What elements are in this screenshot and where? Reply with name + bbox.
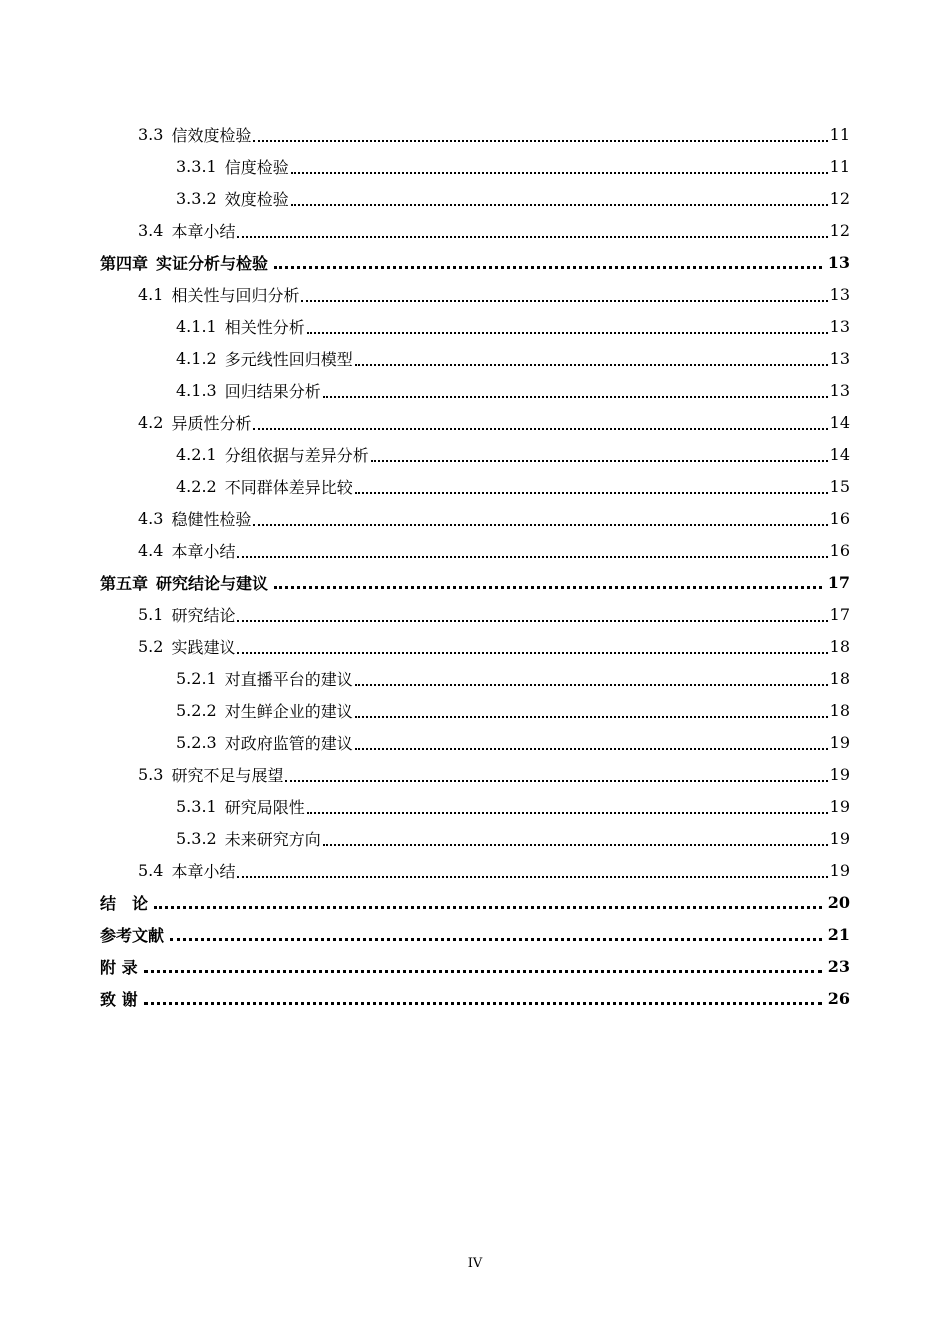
dot-leader bbox=[355, 747, 828, 750]
dot-leader bbox=[253, 427, 827, 430]
toc-entry-page: 15 bbox=[829, 476, 850, 496]
dot-leader bbox=[170, 937, 822, 941]
toc-entry-number: 4.1.1 bbox=[176, 316, 217, 336]
toc-entry-title: 实践建议 bbox=[171, 637, 236, 657]
toc-entry-page: 21 bbox=[827, 924, 850, 944]
toc-entry-title: 结 论 bbox=[100, 893, 149, 913]
toc-entry-title: 致 谢 bbox=[100, 989, 138, 1009]
toc-entry[interactable] bbox=[0, 758, 950, 790]
toc-entry-title: 对直播平台的建议 bbox=[224, 669, 353, 689]
toc-entry-number: 5.4 bbox=[138, 860, 164, 880]
toc-entry[interactable] bbox=[0, 566, 950, 598]
toc-entry[interactable] bbox=[0, 150, 950, 182]
toc-entry[interactable] bbox=[0, 630, 950, 662]
toc-entry-page: 18 bbox=[829, 700, 850, 720]
toc-entry-title: 实证分析与检验 bbox=[156, 253, 269, 273]
toc-entry-number: 4.2 bbox=[138, 412, 164, 432]
toc-entry-title: 信度检验 bbox=[224, 157, 289, 177]
toc-entry-page: 17 bbox=[829, 604, 850, 624]
toc-entry-title: 相关性与回归分析 bbox=[171, 285, 300, 305]
toc-entry-page: 17 bbox=[827, 572, 850, 592]
dot-leader bbox=[274, 585, 822, 589]
toc-entry-number: 3.3 bbox=[138, 124, 164, 144]
dot-leader bbox=[285, 779, 827, 782]
toc-entry-page: 18 bbox=[829, 636, 850, 656]
toc-entry-title: 对政府监管的建议 bbox=[224, 733, 353, 753]
toc-entry-number: 4.4 bbox=[138, 540, 164, 560]
toc-entry-title: 附 录 bbox=[100, 957, 138, 977]
toc-entry-page: 19 bbox=[829, 828, 850, 848]
toc-entry-number: 5.1 bbox=[138, 604, 164, 624]
toc-entry[interactable] bbox=[0, 310, 950, 342]
toc-entry-number: 5.2 bbox=[138, 636, 164, 656]
dot-leader bbox=[144, 1001, 822, 1005]
toc-entry-number: 5.3.2 bbox=[176, 828, 217, 848]
toc-entry-number: 5.3.1 bbox=[176, 796, 217, 816]
toc-entry-page: 19 bbox=[829, 764, 850, 784]
dot-leader bbox=[307, 811, 828, 814]
toc-entry-number: 4.1 bbox=[138, 284, 164, 304]
toc-entry-page: 12 bbox=[829, 220, 850, 240]
toc-entry-number: 第五章 bbox=[100, 573, 149, 593]
toc-entry-number: 4.1.3 bbox=[176, 380, 217, 400]
toc-entry-title: 多元线性回归模型 bbox=[224, 349, 353, 369]
dot-leader bbox=[237, 651, 827, 654]
toc-entry-title: 研究不足与展望 bbox=[171, 765, 284, 785]
toc-entry-page: 20 bbox=[827, 892, 850, 912]
dot-leader bbox=[301, 299, 827, 302]
toc-entry[interactable] bbox=[0, 470, 950, 502]
toc-entry[interactable] bbox=[0, 118, 950, 150]
toc-entry[interactable] bbox=[0, 662, 950, 694]
toc-entry-page: 14 bbox=[829, 444, 850, 464]
toc-entry-number: 5.2.3 bbox=[176, 732, 217, 752]
toc-entry-number: 3.3.1 bbox=[176, 156, 217, 176]
toc-entry-page: 13 bbox=[829, 284, 850, 304]
toc-entry-number: 5.2.1 bbox=[176, 668, 217, 688]
toc-entry-title: 分组依据与差异分析 bbox=[224, 445, 369, 465]
toc-entry-number: 3.3.2 bbox=[176, 188, 217, 208]
toc-entry-page: 26 bbox=[827, 988, 850, 1008]
toc-entry[interactable] bbox=[0, 598, 950, 630]
toc-entry-title: 参考文献 bbox=[100, 925, 165, 945]
toc-entry-title: 本章小结 bbox=[171, 861, 236, 881]
table-of-contents bbox=[0, 118, 950, 1014]
toc-entry-page: 23 bbox=[827, 956, 850, 976]
toc-entry-page: 16 bbox=[829, 540, 850, 560]
dot-leader bbox=[355, 363, 828, 366]
toc-entry-title: 未来研究方向 bbox=[224, 829, 321, 849]
toc-entry[interactable] bbox=[0, 726, 950, 758]
toc-entry[interactable] bbox=[0, 694, 950, 726]
toc-entry-page: 19 bbox=[829, 796, 850, 816]
dot-leader bbox=[253, 139, 827, 142]
toc-entry-page: 14 bbox=[829, 412, 850, 432]
dot-leader bbox=[253, 523, 827, 526]
toc-entry[interactable] bbox=[0, 182, 950, 214]
page-number: IV bbox=[467, 1256, 483, 1271]
toc-entry[interactable] bbox=[0, 342, 950, 374]
toc-entry-page: 19 bbox=[829, 732, 850, 752]
dot-leader bbox=[355, 491, 828, 494]
dot-leader bbox=[237, 875, 827, 878]
toc-entry-title: 研究局限性 bbox=[224, 797, 305, 817]
toc-entry-page: 11 bbox=[829, 124, 850, 144]
toc-entry[interactable] bbox=[0, 790, 950, 822]
toc-entry-title: 异质性分析 bbox=[171, 413, 252, 433]
dot-leader bbox=[371, 459, 828, 462]
toc-entry[interactable] bbox=[0, 534, 950, 566]
toc-entry-number: 4.3 bbox=[138, 508, 164, 528]
toc-entry-page: 13 bbox=[827, 252, 850, 272]
dot-leader bbox=[237, 235, 827, 238]
dot-leader bbox=[154, 905, 822, 909]
toc-entry-number: 4.2.2 bbox=[176, 476, 217, 496]
toc-entry-page: 13 bbox=[829, 316, 850, 336]
toc-entry-page: 18 bbox=[829, 668, 850, 688]
dot-leader bbox=[237, 619, 827, 622]
dot-leader bbox=[323, 843, 828, 846]
toc-entry-number: 5.3 bbox=[138, 764, 164, 784]
toc-entry-title: 相关性分析 bbox=[224, 317, 305, 337]
dot-leader bbox=[355, 683, 828, 686]
toc-entry-title: 效度检验 bbox=[224, 189, 289, 209]
toc-entry-title: 研究结论 bbox=[171, 605, 236, 625]
toc-entry-page: 13 bbox=[829, 348, 850, 368]
toc-entry-title: 研究结论与建议 bbox=[156, 573, 269, 593]
toc-entry-page: 16 bbox=[829, 508, 850, 528]
toc-entry[interactable] bbox=[0, 214, 950, 246]
toc-entry-page: 19 bbox=[829, 860, 850, 880]
toc-entry-title: 信效度检验 bbox=[171, 125, 252, 145]
toc-entry[interactable] bbox=[0, 950, 950, 982]
toc-entry[interactable] bbox=[0, 502, 950, 534]
dot-leader bbox=[307, 331, 828, 334]
toc-entry-page: 13 bbox=[829, 380, 850, 400]
toc-entry[interactable] bbox=[0, 246, 950, 278]
toc-entry-number: 3.4 bbox=[138, 220, 164, 240]
toc-entry[interactable] bbox=[0, 982, 950, 1014]
toc-entry-title: 本章小结 bbox=[171, 541, 236, 561]
toc-entry-number: 4.1.2 bbox=[176, 348, 217, 368]
toc-entry[interactable] bbox=[0, 822, 950, 854]
dot-leader bbox=[237, 555, 827, 558]
toc-entry-page: 11 bbox=[829, 156, 850, 176]
toc-entry-number: 4.2.1 bbox=[176, 444, 217, 464]
dot-leader bbox=[291, 171, 828, 174]
toc-entry-title: 回归结果分析 bbox=[224, 381, 321, 401]
dot-leader bbox=[274, 265, 822, 269]
toc-entry-page: 12 bbox=[829, 188, 850, 208]
toc-entry-title: 对生鲜企业的建议 bbox=[224, 701, 353, 721]
dot-leader bbox=[144, 969, 822, 973]
toc-entry[interactable] bbox=[0, 918, 950, 950]
toc-entry-title: 稳健性检验 bbox=[171, 509, 252, 529]
toc-entry-number: 5.2.2 bbox=[176, 700, 217, 720]
toc-entry[interactable] bbox=[0, 854, 950, 886]
dot-leader bbox=[323, 395, 828, 398]
toc-entry-title: 本章小结 bbox=[171, 221, 236, 241]
dot-leader bbox=[355, 715, 828, 718]
toc-entry[interactable] bbox=[0, 374, 950, 406]
dot-leader bbox=[291, 203, 828, 206]
toc-entry-title: 不同群体差异比较 bbox=[224, 477, 353, 497]
toc-entry[interactable] bbox=[0, 278, 950, 310]
toc-entry[interactable] bbox=[0, 406, 950, 438]
toc-entry-number: 第四章 bbox=[100, 253, 149, 273]
toc-entry[interactable] bbox=[0, 886, 950, 918]
toc-entry[interactable] bbox=[0, 438, 950, 470]
